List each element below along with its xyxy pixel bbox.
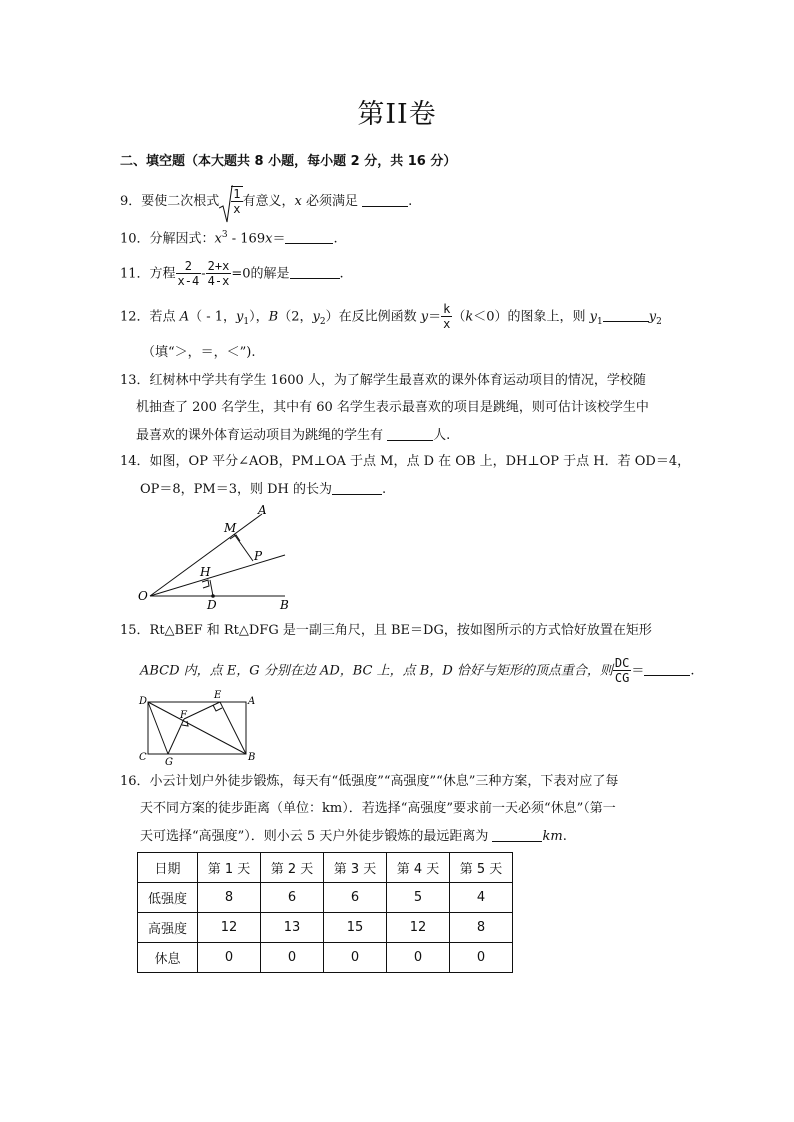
- table-header-cell: 第 4 天: [387, 853, 450, 883]
- page-title: 第II卷: [357, 99, 437, 130]
- label-M: M: [224, 521, 237, 535]
- geometry-figure-14: [130, 500, 300, 615]
- label-E: E: [214, 690, 222, 701]
- table-header-cell: 第 3 天: [324, 853, 387, 883]
- label-D: D: [139, 696, 148, 707]
- geometry-figure-15: [135, 688, 260, 768]
- question-11: 11．方程 $\frac{2}{x-4}$ - $\frac{2+x}{4-x}$ =0的解是 .: [120, 259, 344, 289]
- answer-blank[interactable]: [285, 231, 333, 244]
- question-12: 12．若点 A（ - 1，$y_1$），B（2，$y_2$）在反比例函数 y＝ $\frac{k}{x}$ （k＜0）的图象上，则 $y_1$ $y_2$: [120, 302, 662, 332]
- answer-blank[interactable]: [603, 309, 649, 322]
- answer-blank[interactable]: [492, 829, 542, 842]
- label-B: B: [280, 598, 289, 612]
- answer-blank[interactable]: [362, 194, 408, 207]
- table-cell: 休息: [138, 943, 198, 973]
- table-row: [138, 913, 513, 943]
- table-cell: 13: [261, 913, 324, 943]
- table-cell: 8: [450, 913, 513, 943]
- question-16-line2: 天不同方案的徒步距离（单位：km）．若选择“高强度”要求前一天必须“休息”（第一: [140, 801, 616, 816]
- section-heading: 二、填空题（本大题共 8 小题，每小题 2 分，共 16 分）: [120, 154, 457, 169]
- table-cell: 0: [261, 943, 324, 973]
- answer-blank[interactable]: [332, 482, 382, 495]
- question-13-line1: 13．红树林中学共有学生 1600 人，为了解学生最喜欢的课外体育运动项目的情况，学校随: [120, 373, 646, 388]
- label-A: A: [258, 503, 267, 517]
- question-15-line1: 15．Rt△BEF 和 Rt△DFG 是一副三角尺，且 BE＝DG，按如图所示的方式恰好放置在矩形: [120, 623, 652, 638]
- sqrt-expression: [219, 186, 242, 217]
- fraction: $\frac{2}{x-4}$: [177, 259, 200, 289]
- table-cell: 15: [324, 913, 387, 943]
- label-H: H: [200, 565, 211, 579]
- answer-blank[interactable]: [644, 663, 690, 676]
- question-16-line3: 天可选择“高强度”）．则小云 5 天户外徒步锻炼的最远距离为 km.: [140, 829, 567, 844]
- table-cell: 低强度: [138, 883, 198, 913]
- label-A: A: [248, 696, 256, 707]
- table-cell: 5: [387, 883, 450, 913]
- label-C: C: [139, 752, 147, 763]
- label-D: D: [207, 598, 217, 612]
- table-header-cell: 日期: [138, 853, 198, 883]
- table-header-cell: 第 5 天: [450, 853, 513, 883]
- table-cell: 8: [198, 883, 261, 913]
- table-row: [138, 883, 513, 913]
- table-cell: 4: [450, 883, 513, 913]
- question-13-line3: 最喜欢的课外体育运动项目为跳绳的学生有 人.: [136, 428, 451, 443]
- table-cell: 12: [387, 913, 450, 943]
- table-cell: 0: [450, 943, 513, 973]
- question-16-line1: 16．小云计划户外徒步锻炼，每天有“低强度”“高强度”“休息”三种方案，下表对应了每: [120, 774, 619, 789]
- table-header-cell: 第 2 天: [261, 853, 324, 883]
- table-cell: 0: [324, 943, 387, 973]
- label-B: B: [248, 752, 256, 763]
- table-cell: 6: [261, 883, 324, 913]
- answer-blank[interactable]: [290, 266, 340, 279]
- question-12-hint: （填“＞，＝，＜”).: [142, 345, 256, 360]
- fraction: $\frac{k}{x}$: [443, 302, 451, 332]
- table-header-row: [138, 853, 513, 883]
- fraction: $\frac{2+x}{4-x}$: [207, 259, 230, 289]
- table-cell: 6: [324, 883, 387, 913]
- distance-table: [137, 852, 513, 973]
- question-15-line2: ABCD 内，点 E，G 分别在边 AD，BC 上，点 B，D 恰好与矩形的顶点重合，则 $\frac{DC}{CG}$ ＝ .: [140, 656, 695, 686]
- answer-blank[interactable]: [387, 428, 433, 441]
- fraction: $\frac{DC}{CG}$: [614, 656, 630, 686]
- fraction: $\frac{1}{x}$: [233, 187, 241, 217]
- table-cell: 高强度: [138, 913, 198, 943]
- label-O: O: [138, 589, 148, 603]
- label-G: G: [165, 757, 173, 768]
- question-10: 10．分解因式：$x^3 - 169x=$ .: [120, 230, 338, 247]
- question-14-line2: OP＝8，PM＝3，则 DH 的长为 .: [140, 482, 387, 497]
- table-cell: 12: [198, 913, 261, 943]
- label-F: F: [180, 710, 187, 721]
- table-row: [138, 943, 513, 973]
- question-14-line1: 14．如图，OP 平分∠AOB，PM⊥OA 于点 M，点 D 在 OB 上，DH⊥OP 于点 H．若 OD＝4，: [120, 454, 691, 469]
- table-cell: 0: [198, 943, 261, 973]
- question-9: 9．要使二次根式 $\frac{1}{x}$ 有意义，x 必须满足 .: [120, 186, 412, 217]
- table-cell: 0: [387, 943, 450, 973]
- radical-sign-icon: [219, 184, 233, 224]
- table-header-cell: 第 1 天: [198, 853, 261, 883]
- question-13-line2: 机抽查了 200 名学生，其中有 60 名学生表示最喜欢的项目是跳绳，则可估计该校学生中: [136, 400, 649, 415]
- label-P: P: [254, 549, 263, 563]
